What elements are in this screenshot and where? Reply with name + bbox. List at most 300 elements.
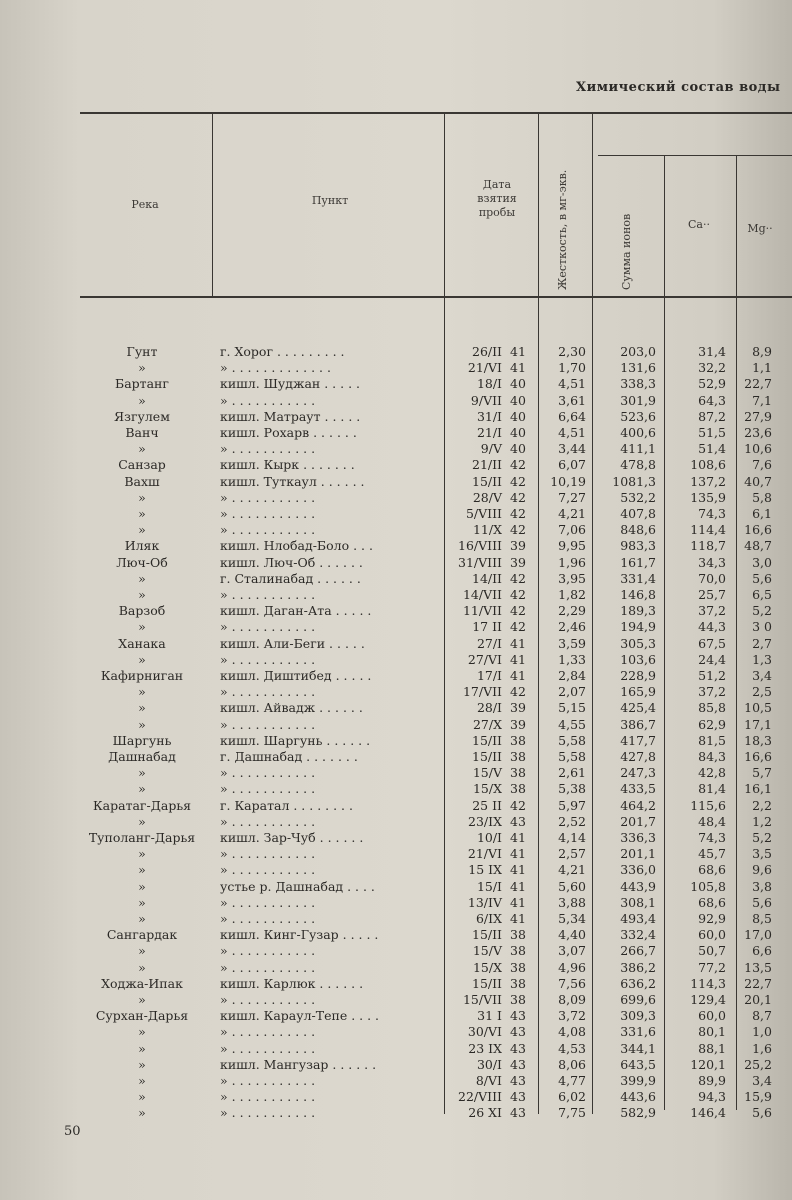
table-row <box>0 1056 792 1073</box>
river-cell: Гунт <box>126 344 158 359</box>
point-cell: кишл. Али-Беги . . . . . <box>220 635 365 651</box>
point-cell: » . . . . . . . . . . . <box>220 441 316 457</box>
date-cell: 9/VII <box>470 392 502 408</box>
hardness-cell: 3,72 <box>558 1008 586 1024</box>
table-row <box>0 1040 792 1057</box>
ca-cell: 60,0 <box>698 1008 726 1024</box>
mg-cell: 17,0 <box>744 927 772 943</box>
river-cell: Люч-Об <box>116 554 168 570</box>
point-cell: кишл. Матраут . . . . . <box>220 408 361 424</box>
mg-cell: 3,0 <box>752 554 772 570</box>
ion-sum-cell: 332,4 <box>620 927 656 943</box>
year-cell: 42 <box>510 506 526 521</box>
mg-cell: 8,7 <box>752 1008 772 1024</box>
river-cell: » <box>138 765 146 781</box>
mg-cell: 6,1 <box>752 506 772 521</box>
ca-cell: 51,4 <box>698 441 726 457</box>
ca-cell: 108,6 <box>690 457 726 473</box>
mg-cell: 22,7 <box>744 975 772 991</box>
hardness-cell: 5,34 <box>558 911 586 926</box>
date-cell: 6/IX <box>475 911 502 926</box>
ca-cell: 51,5 <box>698 425 726 440</box>
mg-cell: 1,0 <box>752 1024 772 1040</box>
point-cell: кишл. Карлюк . . . . . . <box>220 975 364 991</box>
point-cell: кишл. Туткаул . . . . . . <box>220 473 365 489</box>
river-cell: » <box>138 619 146 635</box>
ca-cell: 92,9 <box>698 911 726 926</box>
table-row <box>0 505 792 522</box>
hardness-cell: 2,84 <box>558 668 586 683</box>
river-cell: » <box>138 1040 146 1056</box>
mg-cell: 5,7 <box>752 765 772 781</box>
mg-cell: 8,5 <box>752 911 772 926</box>
hardness-cell: 4,96 <box>558 959 586 975</box>
table-row <box>0 1104 792 1121</box>
ca-cell: 118,7 <box>690 538 726 554</box>
river-cell: » <box>138 781 146 797</box>
ca-cell: 114,4 <box>690 522 726 538</box>
river-cell: » <box>138 862 146 878</box>
date-cell: 16/VIII <box>458 538 502 554</box>
hardness-cell: 4,14 <box>558 830 586 845</box>
river-cell: » <box>138 959 146 975</box>
ion-sum-cell: 443,9 <box>620 878 656 894</box>
river-cell: » <box>138 392 146 408</box>
table-row <box>0 861 792 878</box>
hardness-cell: 5,60 <box>558 878 586 894</box>
ca-cell: 115,6 <box>690 797 726 813</box>
ca-cell: 42,8 <box>698 765 726 781</box>
ion-sum-cell: 305,3 <box>620 635 656 651</box>
point-cell: » . . . . . . . . . . . <box>220 862 316 878</box>
point-cell: » . . . . . . . . . . . <box>220 489 316 505</box>
year-cell: 41 <box>510 651 526 667</box>
date-cell: 15/II <box>472 473 502 489</box>
river-cell: » <box>138 943 146 959</box>
year-cell: 42 <box>510 489 526 505</box>
mg-cell: 3,8 <box>752 878 772 894</box>
date-cell: 28/V <box>472 489 502 505</box>
date-cell: 15/X <box>472 959 502 975</box>
ion-sum-cell: 308,1 <box>620 894 656 910</box>
point-cell: » . . . . . . . . . . . <box>220 619 316 635</box>
mg-cell: 2,7 <box>752 635 772 651</box>
date-cell: 21/I <box>476 425 502 440</box>
ion-sum-cell: 161,7 <box>620 554 656 570</box>
date-cell: 15/II <box>472 749 502 764</box>
year-cell: 38 <box>510 959 526 975</box>
point-cell: » . . . . . . . . . . . <box>220 506 316 521</box>
table-row <box>0 683 792 700</box>
river-cell: » <box>138 813 146 829</box>
point-cell: » . . . . . . . . . . . <box>220 943 316 959</box>
hardness-cell: 6,02 <box>558 1089 586 1105</box>
ca-cell: 31,4 <box>698 344 726 359</box>
ca-cell: 77,2 <box>698 959 726 975</box>
point-cell: » . . . . . . . . . . . <box>220 716 316 732</box>
date-cell: 11/X <box>472 522 502 538</box>
mg-cell: 1,3 <box>752 651 772 667</box>
ion-sum-cell: 848,6 <box>620 522 656 538</box>
year-cell: 38 <box>510 927 526 943</box>
mg-cell: 3 0 <box>752 619 772 635</box>
river-cell: Сангардак <box>106 927 178 943</box>
date-cell: 27/VI <box>467 651 502 667</box>
mg-cell: 10,6 <box>744 441 772 457</box>
ca-cell: 34,3 <box>698 554 726 570</box>
river-cell: Каратаг-Дарья <box>92 797 192 813</box>
date-cell: 15/V <box>472 765 502 781</box>
table-row <box>0 959 792 976</box>
point-cell: кишл. Айвадж . . . . . . <box>220 700 363 716</box>
point-cell: устье р. Дашнабад . . . . <box>220 878 375 894</box>
date-cell: 15/II <box>472 927 502 943</box>
year-cell: 41 <box>510 878 526 894</box>
point-cell: г. Каратал . . . . . . . . <box>220 797 353 813</box>
point-cell: г. Дашнабад . . . . . . . <box>220 749 358 764</box>
ca-cell: 68,6 <box>698 894 726 910</box>
hardness-cell: 6,64 <box>558 408 586 424</box>
ion-sum-cell: 478,8 <box>620 457 656 473</box>
point-cell: » . . . . . . . . . . . <box>220 1073 316 1088</box>
year-cell: 43 <box>510 1105 526 1121</box>
mg-cell: 3,5 <box>752 846 772 862</box>
point-cell: кишл. Шаргунь . . . . . . <box>220 732 371 748</box>
point-cell: кишл. Даган-Ата . . . . . <box>220 603 372 619</box>
mg-cell: 5,6 <box>752 894 772 910</box>
river-cell: » <box>138 570 146 586</box>
mg-cell: 5,8 <box>752 489 772 505</box>
ion-sum-cell: 266,7 <box>620 943 656 959</box>
year-cell: 42 <box>510 570 526 586</box>
page-number: 50 <box>64 1124 81 1139</box>
table-row <box>0 359 792 376</box>
mg-cell: 7,6 <box>752 457 772 473</box>
hardness-cell: 2,07 <box>558 684 586 700</box>
hardness-cell: 4,21 <box>558 506 586 521</box>
river-cell: » <box>138 992 146 1007</box>
river-cell: » <box>138 651 146 667</box>
year-cell: 42 <box>510 603 526 619</box>
ca-cell: 94,3 <box>698 1089 726 1105</box>
ion-sum-cell: 301,9 <box>620 392 656 408</box>
date-cell: 15/V <box>472 943 502 959</box>
year-cell: 43 <box>510 1040 526 1056</box>
ion-sum-cell: 532,2 <box>620 489 656 505</box>
point-cell: кишл. Рохарв . . . . . . <box>220 425 357 440</box>
point-cell: » . . . . . . . . . . . <box>220 1105 316 1121</box>
hardness-cell: 4,21 <box>558 862 586 878</box>
point-cell: » . . . . . . . . . . . <box>220 894 316 910</box>
ca-cell: 48,4 <box>698 813 726 829</box>
point-cell: » . . . . . . . . . . . <box>220 959 316 975</box>
page-title: Химический состав воды <box>576 80 781 95</box>
mg-cell: 15,9 <box>744 1089 772 1105</box>
point-cell: » . . . . . . . . . . . <box>220 392 316 408</box>
hardness-cell: 5,97 <box>558 797 586 813</box>
ion-sum-cell: 331,6 <box>620 1024 656 1040</box>
point-cell: » . . . . . . . . . . . <box>220 911 316 926</box>
date-cell: 5/VIII <box>465 506 502 521</box>
hardness-cell: 4,51 <box>558 376 586 392</box>
ca-cell: 81,4 <box>698 781 726 797</box>
ca-cell: 60,0 <box>698 927 726 943</box>
year-cell: 42 <box>510 797 526 813</box>
year-cell: 38 <box>510 749 526 764</box>
ion-sum-cell: 336,3 <box>620 830 656 845</box>
ion-sum-cell: 194,9 <box>620 619 656 635</box>
mg-cell: 2,2 <box>752 797 772 813</box>
hardness-cell: 2,30 <box>558 344 586 359</box>
river-cell: » <box>138 1105 146 1121</box>
table-row <box>0 829 792 846</box>
date-cell: 31/VIII <box>458 554 502 570</box>
river-cell: » <box>138 878 146 894</box>
table-row <box>0 1023 792 1040</box>
year-cell: 43 <box>510 1073 526 1088</box>
table-row <box>0 667 792 684</box>
date-cell: 17/I <box>476 668 502 683</box>
ion-sum-cell: 247,3 <box>620 765 656 781</box>
point-cell: г. Хорог . . . . . . . . . <box>220 344 345 359</box>
hardness-cell: 3,61 <box>558 392 586 408</box>
year-cell: 38 <box>510 992 526 1007</box>
point-cell: кишл. Кырк . . . . . . . <box>220 457 355 473</box>
mg-cell: 16,6 <box>744 749 772 764</box>
hardness-cell: 5,15 <box>558 700 586 716</box>
ion-sum-cell: 417,7 <box>620 732 656 748</box>
mg-cell: 3,4 <box>752 668 772 683</box>
ca-cell: 135,9 <box>690 489 726 505</box>
year-cell: 43 <box>510 1008 526 1024</box>
hardness-cell: 2,61 <box>558 765 586 781</box>
ca-cell: 89,9 <box>698 1073 726 1088</box>
hardness-cell: 1,82 <box>558 587 586 602</box>
mg-cell: 1,6 <box>752 1040 772 1056</box>
mg-cell: 5,2 <box>752 603 772 619</box>
ca-cell: 88,1 <box>698 1040 726 1056</box>
year-cell: 38 <box>510 975 526 991</box>
hardness-cell: 10,19 <box>550 473 586 489</box>
hardness-cell: 3,88 <box>558 894 586 910</box>
table-row <box>0 456 792 473</box>
header-mg: Mg·· <box>747 222 773 235</box>
table-row <box>0 537 792 554</box>
table-row <box>0 635 792 652</box>
year-cell: 42 <box>510 522 526 538</box>
ca-cell: 85,8 <box>698 700 726 716</box>
table-row <box>0 392 792 409</box>
river-cell: Ходжа-Ипак <box>101 975 183 991</box>
date-cell: 27/I <box>476 635 502 651</box>
river-cell: » <box>138 684 146 700</box>
date-cell: 11/VII <box>462 603 502 619</box>
ca-cell: 62,9 <box>698 716 726 732</box>
mg-cell: 16,6 <box>744 522 772 538</box>
year-cell: 38 <box>510 732 526 748</box>
table-row <box>0 440 792 457</box>
point-cell: кишл. Люч-Об . . . . . . <box>220 554 363 570</box>
point-cell: » . . . . . . . . . . . <box>220 1024 316 1040</box>
year-cell: 39 <box>510 700 526 716</box>
date-cell: 23 IX <box>468 1040 502 1056</box>
year-cell: 41 <box>510 846 526 862</box>
ion-sum-cell: 411,1 <box>620 441 656 457</box>
header-point: Пункт <box>311 194 349 207</box>
ca-cell: 68,6 <box>698 862 726 878</box>
year-cell: 42 <box>510 457 526 473</box>
river-cell: » <box>138 846 146 862</box>
hardness-cell: 1,70 <box>558 360 586 376</box>
ca-cell: 70,0 <box>698 570 726 586</box>
date-cell: 17/VII <box>462 684 502 700</box>
date-cell: 26 XI <box>468 1105 502 1121</box>
mg-cell: 22,7 <box>744 376 772 392</box>
date-cell: 21/II <box>472 457 502 473</box>
ca-cell: 80,1 <box>698 1024 726 1040</box>
hardness-cell: 4,51 <box>558 425 586 440</box>
mg-cell: 16,1 <box>744 781 772 797</box>
point-cell: кишл. Зар-Чуб . . . . . . <box>220 830 364 845</box>
table-row <box>0 473 792 490</box>
mg-cell: 27,9 <box>744 408 772 424</box>
ion-sum-cell: 699,6 <box>620 992 656 1007</box>
hardness-cell: 3,07 <box>558 943 586 959</box>
ca-cell: 32,2 <box>698 360 726 376</box>
ion-sum-cell: 399,9 <box>620 1073 656 1088</box>
date-cell: 15/II <box>472 975 502 991</box>
hardness-cell: 2,46 <box>558 619 586 635</box>
river-cell: Шаргунь <box>112 732 172 748</box>
mg-cell: 1,1 <box>752 360 772 376</box>
point-cell: » . . . . . . . . . . . <box>220 1089 316 1105</box>
hardness-cell: 8,06 <box>558 1056 586 1072</box>
river-cell: » <box>138 894 146 910</box>
hardness-cell: 3,44 <box>558 441 586 457</box>
river-cell: Иляк <box>124 538 160 554</box>
ca-cell: 52,9 <box>698 376 726 392</box>
year-cell: 41 <box>510 360 526 376</box>
ion-sum-cell: 464,2 <box>620 797 656 813</box>
date-cell: 18/I <box>476 376 502 392</box>
year-cell: 38 <box>510 943 526 959</box>
table-row <box>0 716 792 733</box>
hardness-cell: 9,95 <box>558 538 586 554</box>
ion-sum-cell: 523,6 <box>620 408 656 424</box>
year-cell: 42 <box>510 473 526 489</box>
point-cell: кишл. Караул-Тепе . . . . <box>220 1008 380 1024</box>
river-cell: Варзоб <box>118 603 166 619</box>
river-cell: » <box>138 911 146 926</box>
ion-sum-cell: 386,2 <box>620 959 656 975</box>
ca-cell: 45,7 <box>698 846 726 862</box>
table-row <box>0 1072 792 1089</box>
river-cell: » <box>138 441 146 457</box>
year-cell: 42 <box>510 619 526 635</box>
ca-cell: 24,4 <box>698 651 726 667</box>
point-cell: » . . . . . . . . . . . <box>220 781 316 797</box>
year-cell: 38 <box>510 781 526 797</box>
header-river: Река <box>131 198 159 211</box>
date-cell: 14/VII <box>462 587 502 602</box>
ion-sum-cell: 643,5 <box>620 1056 656 1072</box>
table-row <box>0 748 792 765</box>
point-cell: кишл. Мангузар . . . . . . <box>220 1056 377 1072</box>
mg-cell: 10,5 <box>744 700 772 716</box>
hardness-cell: 4,55 <box>558 716 586 732</box>
river-cell: Ванч <box>125 425 159 440</box>
year-cell: 41 <box>510 668 526 683</box>
river-cell: » <box>138 522 146 538</box>
ion-sum-cell: 400,6 <box>620 425 656 440</box>
year-cell: 40 <box>510 392 526 408</box>
hardness-cell: 3,59 <box>558 635 586 651</box>
date-cell: 21/VI <box>467 360 502 376</box>
date-cell: 21/VI <box>467 846 502 862</box>
ca-cell: 81,5 <box>698 732 726 748</box>
ca-cell: 137,2 <box>690 473 726 489</box>
point-cell: г. Сталинабад . . . . . . <box>220 570 361 586</box>
table-row <box>0 375 792 392</box>
ca-cell: 50,7 <box>698 943 726 959</box>
hardness-cell: 7,75 <box>558 1105 586 1121</box>
ion-sum-cell: 331,4 <box>620 570 656 586</box>
table-row <box>0 797 792 814</box>
ion-sum-cell: 636,2 <box>620 975 656 991</box>
hardness-cell: 7,56 <box>558 975 586 991</box>
table-row <box>0 975 792 992</box>
ion-sum-cell: 201,7 <box>620 813 656 829</box>
date-cell: 26/II <box>472 344 502 359</box>
table-row <box>0 910 792 927</box>
year-cell: 43 <box>510 1089 526 1105</box>
table-row <box>0 586 792 603</box>
point-cell: » . . . . . . . . . . . <box>220 651 316 667</box>
mg-cell: 40,7 <box>744 473 772 489</box>
ion-sum-cell: 336,0 <box>620 862 656 878</box>
ca-cell: 64,3 <box>698 392 726 408</box>
river-cell: » <box>138 1056 146 1072</box>
river-cell: Сурхан-Дарья <box>95 1008 189 1024</box>
table-row <box>0 1088 792 1105</box>
year-cell: 41 <box>510 862 526 878</box>
year-cell: 40 <box>510 376 526 392</box>
hardness-cell: 4,08 <box>558 1024 586 1040</box>
point-cell: » . . . . . . . . . . . <box>220 587 316 602</box>
ca-cell: 37,2 <box>698 603 726 619</box>
mg-cell: 48,7 <box>744 538 772 554</box>
river-cell: Бартанг <box>115 376 169 392</box>
hardness-cell: 5,58 <box>558 732 586 748</box>
point-cell: » . . . . . . . . . . . <box>220 522 316 538</box>
ion-sum-cell: 309,3 <box>620 1008 656 1024</box>
mg-cell: 3,4 <box>752 1073 772 1088</box>
header-ca: Ca·· <box>688 218 710 231</box>
hardness-cell: 8,09 <box>558 992 586 1007</box>
table-row <box>0 570 792 587</box>
river-cell: » <box>138 360 146 376</box>
table-row <box>0 732 792 749</box>
ion-sum-cell: 1081,3 <box>612 473 656 489</box>
year-cell: 41 <box>510 830 526 845</box>
year-cell: 41 <box>510 894 526 910</box>
river-cell: » <box>138 1073 146 1088</box>
table-row <box>0 651 792 668</box>
point-cell: кишл. Шуджан . . . . . <box>220 376 360 392</box>
date-cell: 15/VII <box>462 992 502 1007</box>
date-cell: 27/X <box>472 716 502 732</box>
ion-sum-cell: 103,6 <box>620 651 656 667</box>
